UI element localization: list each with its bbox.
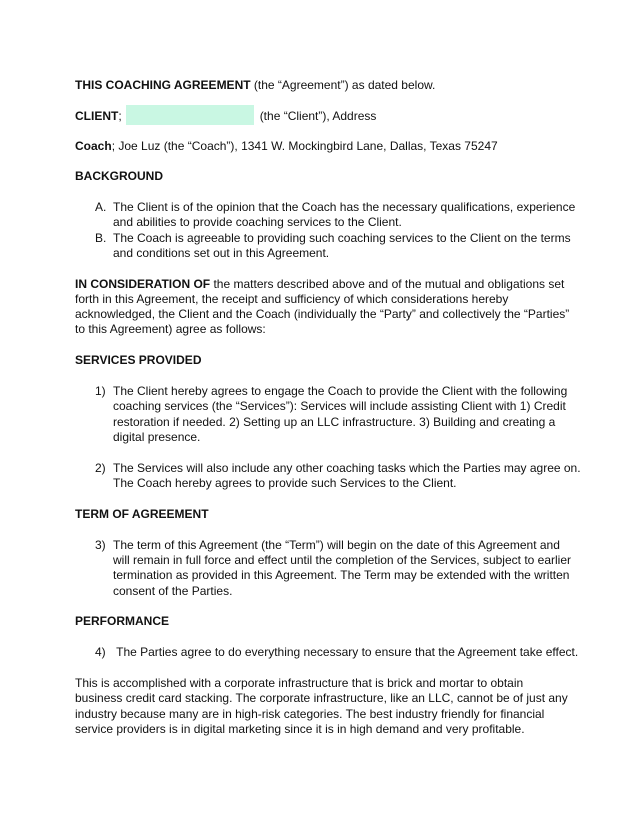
services-item1-line1: The Client hereby agrees to engage the Coach to provide the Client with the following <box>113 384 568 398</box>
list-marker: B. <box>95 231 107 245</box>
performance-item-line1: The Parties agree to do everything necessary to ensure that the Agreement take effect. <box>113 645 579 659</box>
background-item-a-line1: The Client is of the opinion that the Coach has the necessary qualifications, experience <box>113 200 576 214</box>
consideration-line1 <box>75 276 564 292</box>
client-line <box>75 107 376 127</box>
coach-label: Coach <box>75 139 112 153</box>
client-name-field[interactable] <box>126 105 254 125</box>
client-label: CLIENT <box>75 109 119 124</box>
closing-line4: service providers is in digital marketing since it is in high demand and very profitable. <box>75 722 525 736</box>
background-item-a-line2: and abilities to provide coaching services to the Client. <box>113 215 402 229</box>
coach-line <box>75 138 498 154</box>
background-item-b-line1: The Coach is agreeable to providing such coaching services to the Client on the terms <box>113 231 571 245</box>
consideration-first-rest: the matters described above and of the mutual and obligations set <box>210 277 565 291</box>
term-item-line1: The term of this Agreement (the “Term”) will begin on the date of this Agreement and <box>113 538 560 552</box>
coach-text: ; Joe Luz (the “Coach”), 1341 W. Mockingbird Lane, Dallas, Texas 75247 <box>111 139 498 153</box>
list-marker: 3) <box>95 538 106 552</box>
background-heading-text: BACKGROUND <box>75 169 163 183</box>
closing-line2: business credit card stacking. The corporate infrastructure, like an LLC, cannot be of just any <box>75 691 568 705</box>
intro-text: (the “Agreement”) as dated below. <box>250 78 436 92</box>
background-item-b-line2: and conditions set out in this Agreement. <box>113 246 330 260</box>
closing-line3: industry because many are in high-risk categories. The best industry friendly for financial <box>75 707 545 721</box>
term-heading <box>75 506 209 522</box>
intro-title: THIS COACHING AGREEMENT <box>75 78 251 92</box>
agreement-intro <box>75 77 435 93</box>
services-item2-line1: The Services will also include any other coaching tasks which the Parties may agree on. <box>113 461 581 475</box>
services-heading <box>75 352 201 368</box>
list-marker: 4) <box>95 645 106 659</box>
client-sep: ; <box>118 109 122 124</box>
term-item-line2: will remain in full force and effect until the completion of the Services, subject to earlier <box>113 553 572 567</box>
consideration-line3: acknowledged, the Client and the Coach (individually the “Party” and collectively the “Parties” <box>75 307 570 321</box>
list-marker: 2) <box>95 461 106 475</box>
consideration-line4: to this Agreement) agree as follows: <box>75 322 266 336</box>
consideration-bold: IN CONSIDERATION OF <box>75 277 211 291</box>
background-heading <box>75 168 163 184</box>
services-item1-line3: restoration if needed. 2) Setting up an LLC infrastructure. 3) Building and creating a <box>113 415 556 429</box>
closing-line1: This is accomplished with a corporate infrastructure that is brick and mortar to obtain <box>75 676 524 690</box>
services-item1-line2: coaching services (the “Services”): Services will include assisting Client with 1) Credit <box>113 399 566 413</box>
services-item2-line2: The Coach hereby agrees to provide such Services to the Client. <box>113 476 457 490</box>
services-heading-text: SERVICES PROVIDED <box>75 353 202 367</box>
term-heading-text: TERM OF AGREEMENT <box>75 507 209 521</box>
term-item-line3: termination as provided in this Agreement. The Term may be extended with the written <box>113 568 570 582</box>
term-item-line4: consent of the Parties. <box>113 584 233 598</box>
performance-heading-text: PERFORMANCE <box>75 614 170 628</box>
consideration-line2: forth in this Agreement, the receipt and sufficiency of which considerations hereby <box>75 292 509 306</box>
services-item1-line4: digital presence. <box>113 430 201 444</box>
list-marker: A. <box>95 200 107 214</box>
client-after-text: (the “Client”), Address <box>259 109 377 124</box>
list-marker: 1) <box>95 384 106 398</box>
performance-heading <box>75 613 169 629</box>
